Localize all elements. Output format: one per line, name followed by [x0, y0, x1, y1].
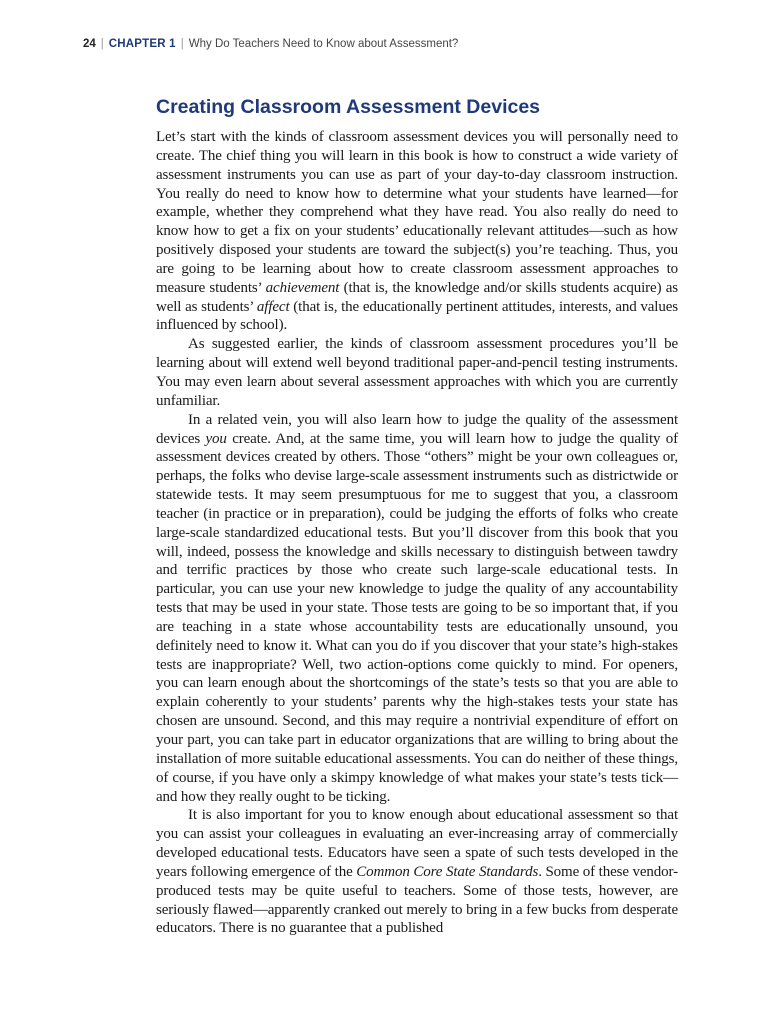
text-run: create. And, at the same time, you will learn how to judge the quality of assessment devices created by others. Those “others” might be your own colleagues or, perhaps, the folks who devise large-scale assessment instruments such as districtwide or statewide tests. It may seem presumptuous for me to suggest that you, a classroom teacher (in practice or in preparation), could be judging the efforts of folks who create large-scale standardized educational tests. But you’ll discover from this book that you will, indeed, possess the knowledge and skills necessary to distinguish between tawdry and terrific practices by those who create such large-scale educational tests. In particular, you can use your new knowledge to judge the quality of any accountability tests that may be used in your state. Those tests are going to be so important that, if you are teaching in a state whose accountability tests are educationally unsound, you definitely need to know it. What can you do if you discover that your state’s high-stakes tests are inappropriate? Well, two action-options come quickly to mind. For openers, you can learn enough about the shortcomings of the state’s tests so that you are able to explain coherently to your students’ parents why the high-stakes tests your state has chosen are unsound. Second, and this may require a nontrivial expenditure of effort on your part, you can take part in educator organizations that are willing to bring about the installation of more suitable educational assessments. You can do neither of these things, of course, if you have only a skimpy knowledge of what makes your state’s tests tick—and how they really ought to be ticking. [156, 430, 678, 805]
italic-term: achievement [265, 279, 340, 296]
text-run: (that is, the educationally pertinent attitudes, interests, and values influenced by school). [156, 298, 678, 334]
paragraph: As suggested earlier, the kinds of classroom assessment procedures you’ll be learning about will extend well beyond traditional paper-and-pencil testing instruments. You may even learn about several assessment approaches with which you are currently unfamiliar. [156, 336, 678, 409]
paragraph [156, 411, 678, 807]
italic-term: you [205, 430, 227, 447]
running-head [83, 38, 458, 50]
header-separator: | [180, 38, 184, 50]
page-number: 24 [83, 38, 96, 50]
chapter-title: Why Do Teachers Need to Know about Assessment? [188, 38, 459, 50]
paragraph [156, 806, 678, 938]
section-title: Creating Classroom Assessment Devices [156, 96, 541, 118]
text-run: In a related vein, you will also learn how to judge the quality of the assessment devices [156, 411, 678, 447]
body-text [156, 128, 678, 938]
text-run: (that is, the knowledge and/or skills students acquire) as well as students’ [156, 279, 678, 315]
text-run: . Some of these vendor-produced tests may be quite useful to teachers. Some of those tests, however, are seriously flawed—apparently cranked out merely to bring in a few bucks from desperate educators. There is no guarantee that a published [156, 863, 679, 937]
italic-term: affect [256, 298, 290, 315]
text-run: It is also important for you to know enough about educational assessment so that you can assist your colleagues in evaluating an ever-increasing array of commercially developed educational tests. Educators have seen a spate of such tests developed in the years following emergence of the [156, 807, 678, 880]
text-run: Let’s start with the kinds of classroom assessment devices you will personally need to create. The chief thing you will learn in this book is how to construct a wide variety of assessment instruments you can use as part of your day-to-day classroom instruction. You really do need to know how to determine what your students have learned—for example, whether they comprehend what they have read. You also really do need to know how to get a fix on your students’ educationally relevant attitudes—such as how positively disposed your students are toward the subject(s) you’re teaching. Thus, you are going to be learning about how to create classroom assessment approaches to measure students’ [156, 129, 678, 296]
paragraph [156, 128, 678, 335]
header-separator: | [100, 38, 104, 50]
italic-term: Common Core State Standards [356, 863, 539, 880]
chapter-label: CHAPTER 1 [108, 38, 176, 50]
